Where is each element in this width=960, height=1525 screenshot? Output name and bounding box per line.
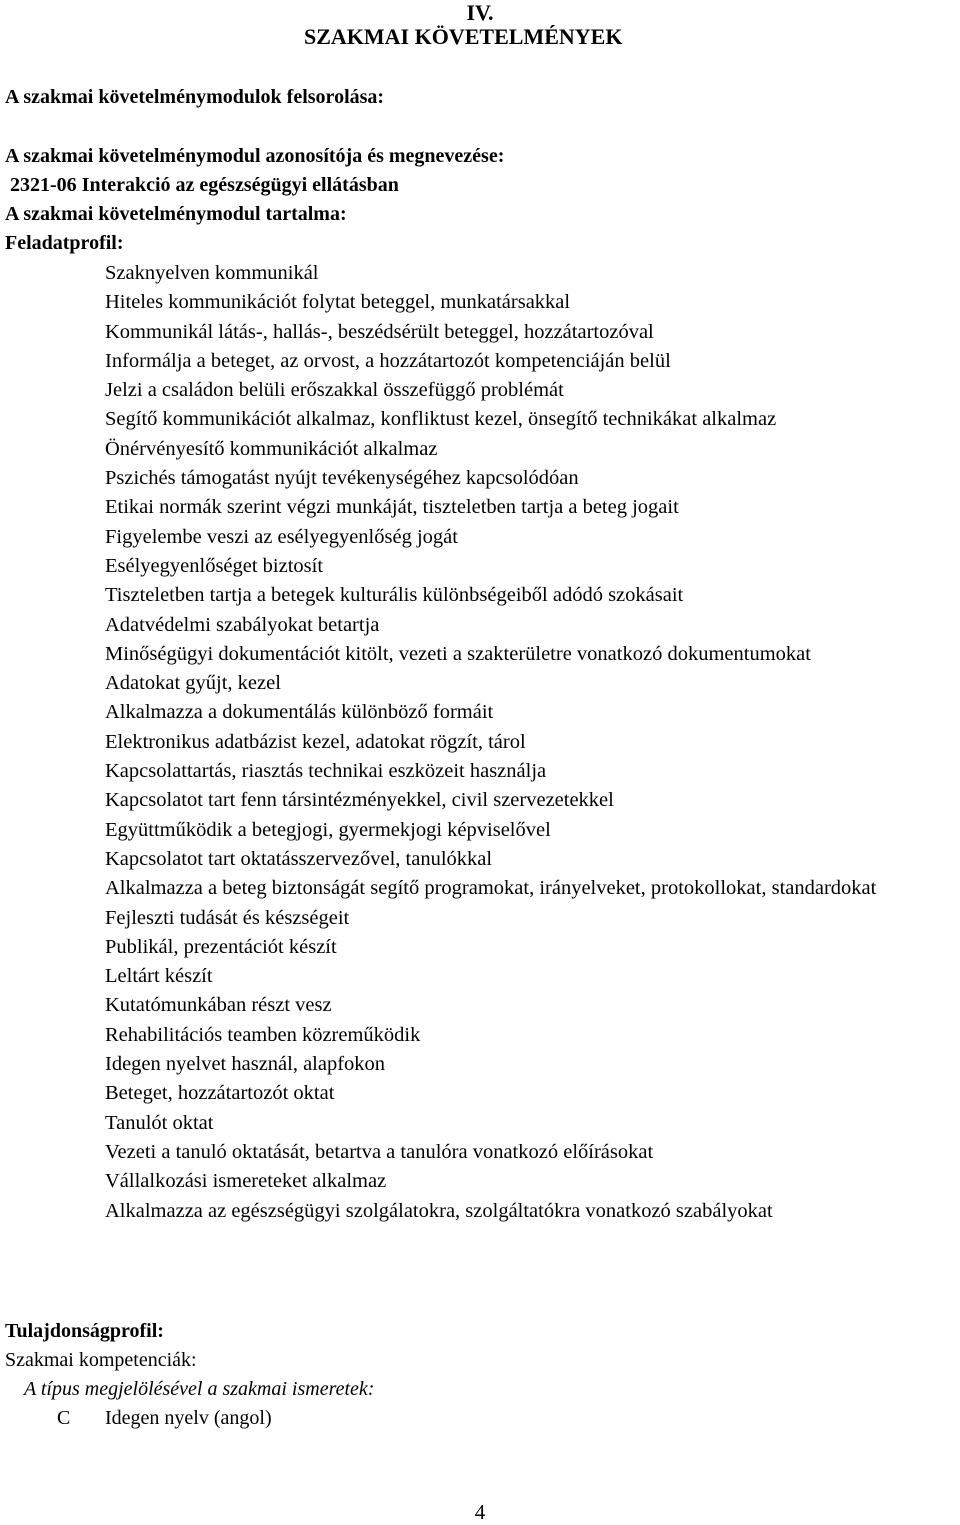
task-list — [105, 259, 960, 1226]
modules-list-heading: A szakmai követelménymodulok felsorolása: — [5, 86, 385, 108]
task-item: Vállalkozási ismereteket alkalmaz — [105, 1170, 387, 1193]
task-item: Kutatómunkában részt vesz — [105, 994, 332, 1017]
task-item: Leltárt készít — [105, 965, 213, 988]
task-item: Kommunikál látás-, hallás-, beszédsérült beteggel, hozzátartozóval — [105, 320, 654, 343]
chapter-title: SZAKMAI KÖVETELMÉNYEK — [304, 24, 623, 49]
page-number: 4 — [474, 1500, 486, 1524]
task-profile-heading: Feladatprofil: — [5, 232, 124, 254]
module-id: 2321-06 Interakció az egészségügyi ellátásban — [10, 174, 399, 196]
task-item: Elektronikus adatbázist kezel, adatokat rögzít, tárol — [105, 730, 526, 753]
task-item: Alkalmazza a dokumentálás különböző formáit — [105, 701, 494, 724]
task-item: Adatvédelmi szabályokat betartja — [105, 613, 380, 636]
task-item: Jelzi a családon belüli erőszakkal összefüggő problémát — [105, 379, 564, 402]
task-item: Etikai normák szerint végzi munkáját, tiszteletben tartja a beteg jogait — [105, 496, 679, 519]
task-item: Publikál, prezentációt készít — [105, 935, 337, 958]
task-item: Figyelembe veszi az esélyegyenlőség jogát — [105, 525, 458, 548]
task-item: Szaknyelven kommunikál — [105, 262, 319, 284]
task-item: Tanulót oktat — [105, 1111, 214, 1134]
chapter-number: IV. — [466, 0, 494, 25]
module-content-heading: A szakmai követelménymodul tartalma: — [5, 203, 347, 225]
professional-competencies-label: Szakmai kompetenciák: — [5, 1349, 197, 1371]
task-item: Rehabilitációs teamben közreműködik — [105, 1023, 421, 1046]
task-item: Beteget, hozzátartozót oktat — [105, 1082, 335, 1105]
task-item: Kapcsolatot tart fenn társintézményekkel, civil szervezetekkel — [105, 789, 614, 812]
task-item: Idegen nyelvet használ, alapfokon — [105, 1053, 386, 1076]
task-item: Adatokat gyűjt, kezel — [105, 672, 281, 695]
knowledge-type-code: C — [57, 1407, 71, 1429]
task-item: Együttműködik a betegjogi, gyermekjogi képviselővel — [105, 818, 551, 841]
module-id-heading: A szakmai követelménymodul azonosítója és megnevezése: — [5, 145, 505, 167]
task-item: Segítő kommunikációt alkalmaz, konfliktust kezel, önsegítő technikákat alkalmaz — [105, 408, 777, 431]
task-item: Kapcsolattartás, riasztás technikai eszközeit használja — [105, 760, 547, 783]
knowledge-item-text: Idegen nyelv (angol) — [105, 1407, 272, 1429]
task-item: Alkalmazza az egészségügyi szolgálatokra, szolgáltatókra vonatkozó szabályokat — [105, 1199, 773, 1222]
attribute-profile-heading: Tulajdonságprofil: — [5, 1320, 164, 1342]
task-item: Pszichés támogatást nyújt tevékenységéhez kapcsolódóan — [105, 467, 579, 490]
task-item: Fejleszti tudását és készségeit — [105, 906, 350, 929]
task-item: Vezeti a tanuló oktatását, betartva a tanulóra vonatkozó előírásokat — [105, 1140, 654, 1163]
task-item: Kapcsolatot tart oktatásszervezővel, tanulókkal — [105, 847, 493, 870]
task-item: Önérvényesítő kommunikációt alkalmaz — [105, 437, 438, 460]
knowledge-type-label: A típus megjelölésével a szakmai ismeretek: — [24, 1378, 375, 1400]
task-item: Tiszteletben tartja a betegek kulturális különbségeiből adódó szokásait — [105, 584, 684, 607]
task-item: Minőségügyi dokumentációt kitölt, vezeti a szakterületre vonatkozó dokumentumokat — [105, 642, 811, 665]
task-item: Informálja a beteget, az orvost, a hozzátartozót kompetenciáján belül — [105, 349, 671, 372]
task-item: Alkalmazza a beteg biztonságát segítő programokat, irányelveket, protokollokat, standardokat — [105, 877, 877, 900]
task-item: Hiteles kommunikációt folytat beteggel, munkatársakkal — [105, 291, 571, 314]
task-item: Esélyegyenlőséget biztosít — [105, 554, 324, 577]
